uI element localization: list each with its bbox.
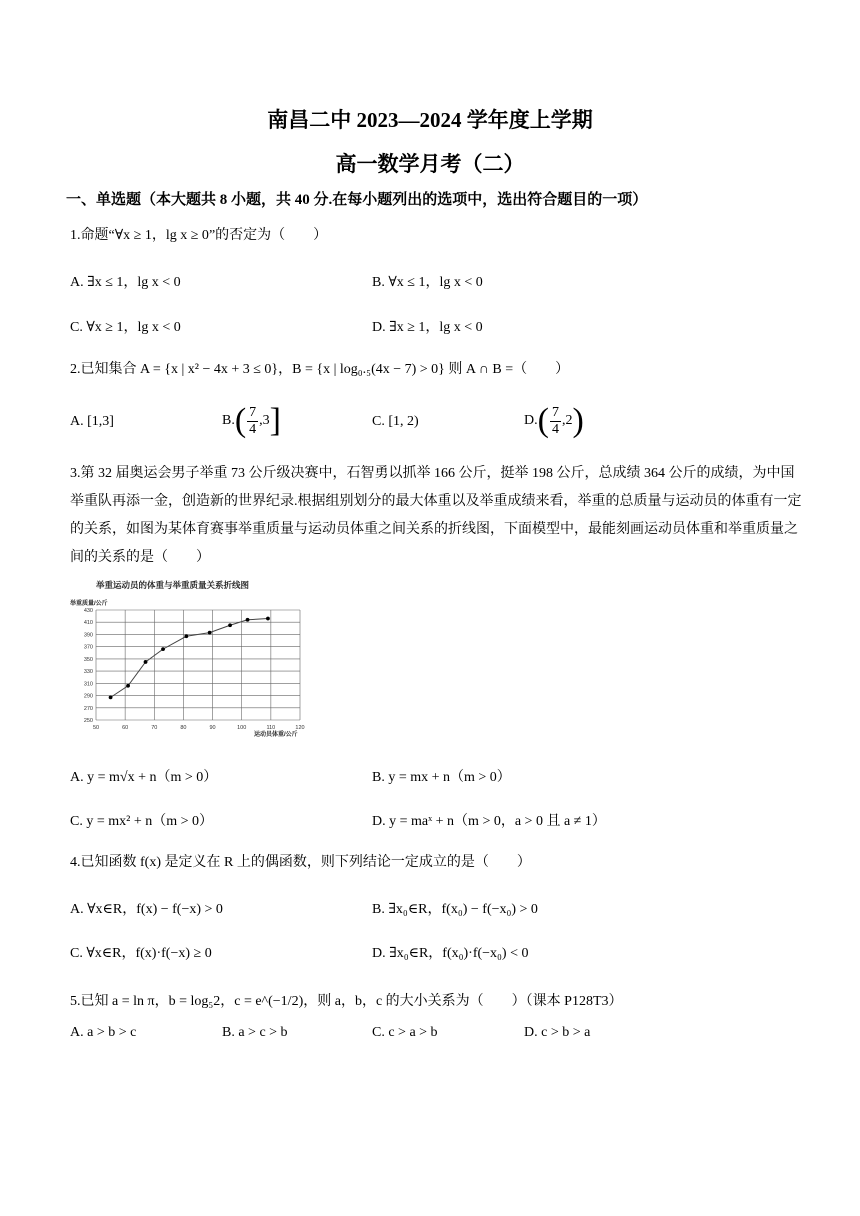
chart-data-point <box>144 660 148 664</box>
q2-option-d-denominator: 4 <box>551 421 559 437</box>
q2-option-d-fraction <box>550 405 561 438</box>
chart-x-tick-label: 120 <box>295 725 305 731</box>
chart-x-label: 运动员体重/公斤 <box>254 732 298 738</box>
q1-option-b: B. ∀x ≤ 1，lg x < 0 <box>372 275 483 290</box>
chart-y-tick-label: 430 <box>83 608 93 614</box>
chart-x-tick-label: 100 <box>237 725 247 731</box>
q2-option-d-numerator: 7 <box>551 404 559 420</box>
q2-stem-suffix: 则 A ∩ B =（ ） <box>444 362 570 377</box>
chart-x-tick-label: 90 <box>209 725 216 731</box>
q3-option-a: A. y = m√x + n（m > 0） <box>70 770 218 785</box>
q2-set-b: B = {x | log₀.₅(4x − 7) > 0} <box>292 362 445 377</box>
q1-proposition: ∀x ≥ 1，lg x ≥ 0 <box>114 228 209 243</box>
q4-option-c: C. ∀x∈R，f(x)·f(−x) ≥ 0 <box>70 946 212 961</box>
q5-option-b: B. a > c > b <box>222 1025 288 1040</box>
q5-option-c: C. c > a > b <box>372 1025 438 1040</box>
chart-data-point <box>246 618 250 622</box>
q1-option-c: C. ∀x ≥ 1，lg x < 0 <box>70 320 181 335</box>
chart-data-point <box>126 684 130 688</box>
chart-y-tick-label: 250 <box>83 718 93 724</box>
section-heading: 一、单选题（本大题共 8 小题，共 40 分.在每小题列出的选项中，选出符合题目的一项） <box>66 192 648 208</box>
chart-data-point <box>161 647 165 651</box>
q2-set-a: A = {x | x² − 4x + 3 ≤ 0} <box>140 362 279 377</box>
chart-x-tick-label: 70 <box>151 725 158 731</box>
weightlifting-line-chart <box>64 574 324 744</box>
q2-option-b-denominator: 4 <box>249 421 257 437</box>
chart-y-tick-label: 310 <box>83 681 93 688</box>
q3-option-c: C. y = mx² + n（m > 0） <box>70 814 214 829</box>
chart-y-tick-label: 370 <box>83 644 93 651</box>
q4-option-b: B. ∃x₀∈R，f(x₀) − f(−x₀) > 0 <box>372 902 538 917</box>
question-4-stem: 4.已知函数 f(x) 是定义在 R 上的偶函数，则下列结论一定成立的是（ ） <box>70 855 531 870</box>
question-2-stem <box>70 358 569 378</box>
q2-option-d-label: D. <box>524 413 538 429</box>
chart-x-tick-label: 50 <box>92 725 100 731</box>
chart-x-tick-label: 110 <box>266 725 276 731</box>
q5-option-d: D. c > b > a <box>524 1025 591 1040</box>
q2-option-b-tail: ,3 <box>259 413 270 429</box>
chart-data-point <box>266 617 270 621</box>
q2-option-a <box>70 414 114 430</box>
q2-option-b-label: B. <box>222 413 235 429</box>
chart-x-tick-label: 80 <box>180 725 187 731</box>
q1-option-d: D. ∃x ≥ 1，lg x < 0 <box>372 320 483 335</box>
q2-option-b: B.( $\frac{7}{4}$ ,3] <box>222 402 281 439</box>
chart-y-tick-label: 290 <box>83 693 93 700</box>
q4-option-d: D. ∃x₀∈R，f(x₀)·f(−x₀) < 0 <box>372 946 529 961</box>
q2-separator: ， <box>278 362 293 377</box>
chart-data-point <box>109 695 113 699</box>
q4-option-a: A. ∀x∈R，f(x) − f(−x) > 0 <box>70 902 223 917</box>
chart-data-point <box>228 623 232 627</box>
chart-ticks <box>84 608 305 731</box>
chart-y-tick-label: 390 <box>83 632 93 639</box>
q1-stem-prefix: 1.命题“ <box>70 228 115 243</box>
chart-title: 举重运动员的体重与举重质量关系折线图 <box>96 580 250 590</box>
q2-option-c <box>372 414 419 430</box>
chart-y-tick-label: 330 <box>83 669 93 676</box>
q2-stem-prefix: 2.已知集合 <box>70 362 140 377</box>
chart-data-point <box>208 631 212 635</box>
q2-option-b-numerator: 7 <box>249 404 257 420</box>
chart-y-tick-label: 270 <box>83 705 93 712</box>
chart-y-tick-label: 350 <box>83 656 93 663</box>
q5-option-a: A. a > b > c <box>70 1025 137 1040</box>
q3-option-d: D. y = maˣ + n（m > 0，a > 0 且 a ≠ 1） <box>372 814 606 829</box>
chart-data-point <box>184 634 188 638</box>
q2-option-a-text: A. [1,3] <box>70 414 114 429</box>
chart-y-tick-label: 410 <box>83 620 93 627</box>
exam-title: 南昌二中 2023—2024 学年度上学期 <box>267 108 593 132</box>
chart-points <box>109 617 270 700</box>
chart-series-line <box>111 619 268 698</box>
question-1-stem <box>70 224 327 244</box>
chart-x-tick-label: 60 <box>122 725 129 731</box>
q1-stem-suffix: ”的否定为（ ） <box>208 228 328 243</box>
question-5-stem: 5.已知 a = ln π，b = log₅2，c = e^(−1/2)，则 a，b，c 的大小关系为（ ）（课本 P128T3） <box>70 994 623 1009</box>
q3-option-b: B. y = mx + n（m > 0） <box>372 770 511 785</box>
exam-subtitle: 高一数学月考（二） <box>335 152 525 176</box>
q1-option-a: A. ∃x ≤ 1，lg x < 0 <box>70 275 181 290</box>
chart-grid <box>96 610 300 720</box>
q2-option-d-tail: ,2 <box>561 413 573 429</box>
q2-option-d: D.( $\frac{7}{4}$ ,2) <box>524 402 584 439</box>
question-3-stem: 3.第 32 届奥运会男子举重 73 公斤级决赛中，石智勇以抓举 166 公斤，挺举 198 公斤，总成绩 364 公斤的成绩，为中国举重队再添一金，创造新的世界纪录.根据组别划分的最大体重以及举重成绩来看，举重的总质量与运动员的体重有一定的关系，如图为某体育赛事举重质量与运动员体重之间关系的折线图，下面模型中，最能刻画运动员体重和举重质量之间的关系的是（ ） <box>70 466 802 565</box>
q2-option-c-text: C. [1, 2) <box>372 414 419 429</box>
chart-y-label: 举重质量/公斤 <box>70 601 108 607</box>
q2-option-b-fraction <box>247 405 258 438</box>
